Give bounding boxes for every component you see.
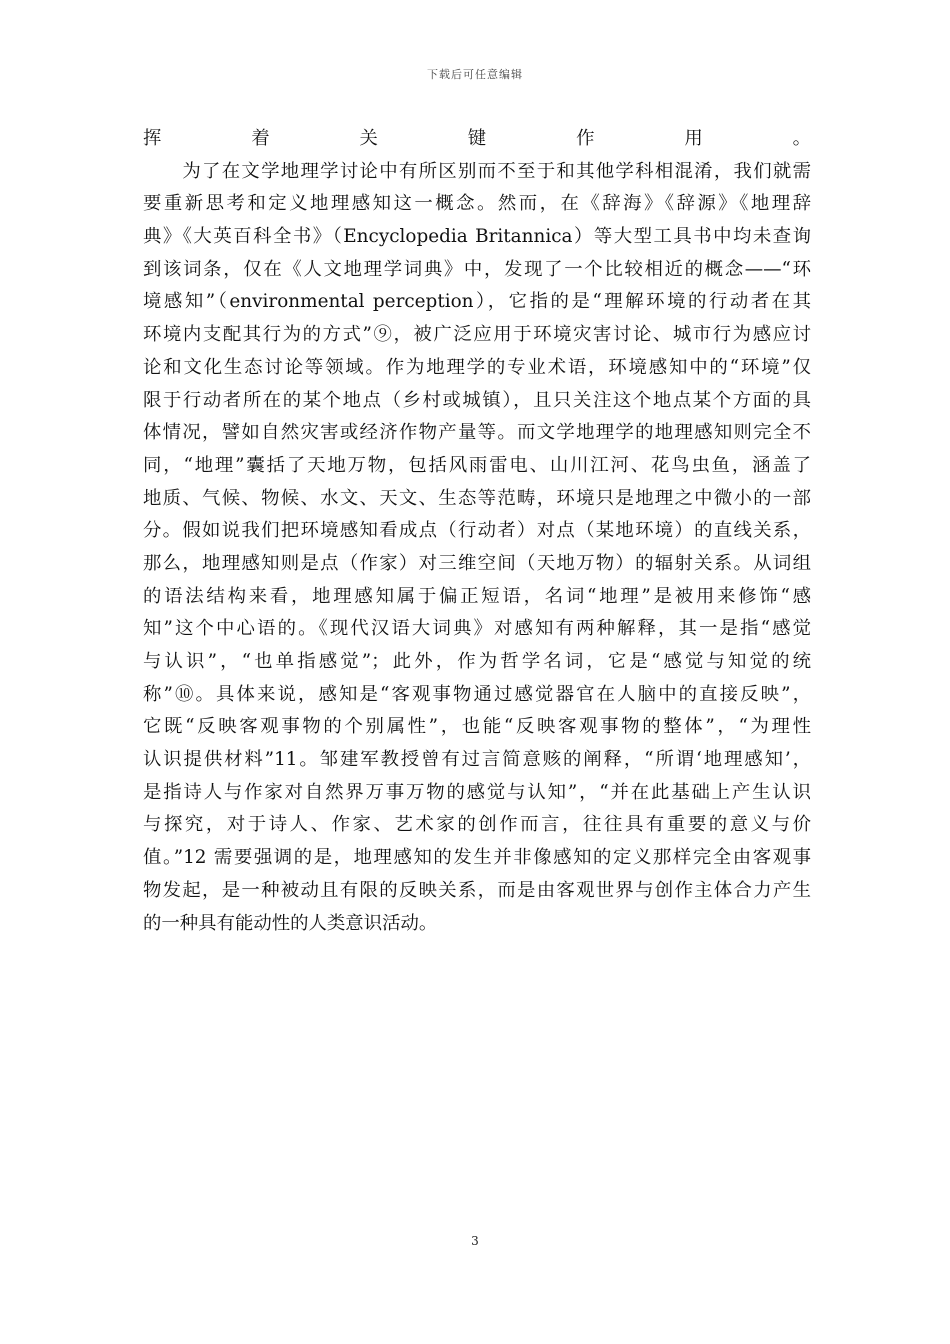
text-line: 是指诗人与作家对自然界万事万物的感觉与认知”，“并在此基础上产生认识 bbox=[143, 781, 811, 803]
text-line: 典》《大英百科全书》（Encyclopedia Britannica）等大型工具书中均未查询 bbox=[143, 226, 811, 248]
text-line: 境感知”（environmental perception），它指的是“理解环境的行动者在其 bbox=[143, 291, 811, 313]
text-line: 它既“反映客观事物的个别属性”，也能“反映客观事物的整体”，“为理性 bbox=[143, 716, 811, 738]
text-line: 认识提供材料”11。邹建军教授曾有过言简意赅的阐释，“所谓‘地理感知’， bbox=[143, 749, 811, 771]
text-line: 的语法结构来看，地理感知属于偏正短语，名词“地理”是被用来修饰“感 bbox=[143, 585, 811, 607]
text-line: 要重新思考和定义地理感知这一概念。然而，在《辞海》《辞源》《地理辞 bbox=[143, 193, 811, 215]
text-line: 称”⑩。具体来说，感知是“客观事物通过感觉器官在人脑中的直接反映”， bbox=[143, 683, 811, 705]
text-line: 知”这个中心语的。《现代汉语大词典》对感知有两种解释，其一是指“感觉 bbox=[143, 618, 811, 640]
text-line: 为了在文学地理学讨论中有所区别而不至于和其他学科相混淆，我们就需 bbox=[143, 160, 811, 182]
text-line: 论和文化生态讨论等领域。作为地理学的专业术语，环境感知中的“环境”仅 bbox=[143, 356, 811, 378]
body-text bbox=[143, 123, 811, 940]
text-line: 地质、气候、物候、水文、天文、生态等范畴，环境只是地理之中微小的一部 bbox=[143, 487, 811, 509]
page-number: 3 bbox=[471, 1234, 479, 1248]
text-line: 那么，地理感知则是点（作家）对三维空间（天地万物）的辐射关系。从词组 bbox=[143, 552, 811, 574]
text-line: 与认识”，“也单指感觉”；此外，作为哲学名词，它是“感觉与知觉的统 bbox=[143, 651, 811, 672]
text-line: 挥着关键作用。 bbox=[143, 128, 811, 149]
page-header: 下载后可任意编辑 bbox=[427, 68, 523, 81]
text-line: 同，“地理”囊括了天地万物，包括风雨雷电、山川江河、花鸟虫鱼，涵盖了 bbox=[143, 454, 811, 476]
text-line: 物发起，是一种被动且有限的反映关系，而是由客观世界与创作主体合力产生 bbox=[143, 879, 811, 901]
text-line: 环境内支配其行为的方式”⑨，被广泛应用于环境灾害讨论、城市行为感应讨 bbox=[143, 324, 811, 346]
text-line: 分。假如说我们把环境感知看成点（行动者）对点（某地环境）的直线关系， bbox=[143, 520, 811, 542]
text-line: 到该词条，仅在《人文地理学词典》中，发现了一个比较相近的概念——“环 bbox=[143, 258, 811, 280]
text-line: 与探究，对于诗人、作家、艺术家的创作而言，往往具有重要的意义与价 bbox=[143, 814, 811, 836]
text-line: 限于行动者所在的某个地点（乡村或城镇），且只关注这个地点某个方面的具 bbox=[143, 389, 811, 411]
text-line: 值。”12 需要强调的是，地理感知的发生并非像感知的定义那样完全由客观事 bbox=[143, 847, 811, 869]
text-line: 体情况，譬如自然灾害或经济作物产量等。而文学地理学的地理感知则完全不 bbox=[143, 422, 811, 444]
text-line: 的一种具有能动性的人类意识活动。 bbox=[143, 912, 438, 934]
